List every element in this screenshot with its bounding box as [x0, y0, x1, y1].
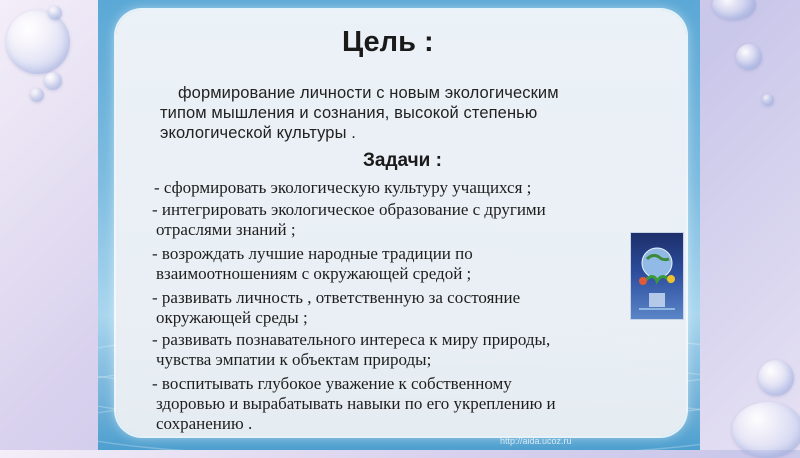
bubble-decoration: [712, 0, 756, 20]
bubble-decoration: [48, 6, 62, 20]
task-line: окружающей среды ;: [156, 308, 308, 327]
task-line: здоровью и вырабатывать навыки по его укреплению и: [156, 394, 556, 413]
goal-line: типом мышления и сознания, высокой степенью: [160, 104, 538, 122]
task-item: [154, 178, 674, 198]
slide-title: Цель :: [342, 26, 434, 58]
tasks-heading: Задачи :: [363, 150, 442, 171]
earth-ecology-image: [630, 232, 684, 320]
goal-line: экологической культуры .: [160, 124, 356, 142]
task-item: [152, 330, 672, 370]
task-item: [152, 200, 672, 240]
watermark-url: http://aida.ucoz.ru: [500, 436, 572, 446]
task-line: сохранению .: [156, 414, 253, 433]
globe-plant-icon: [631, 233, 683, 319]
bubble-decoration: [762, 94, 774, 106]
task-line: - интегрировать экологическое образование с другими: [152, 200, 546, 219]
bubble-decoration: [44, 72, 62, 90]
task-line: - возрождать лучшие народные традиции по: [152, 244, 473, 263]
task-line: - воспитывать глубокое уважение к собственному: [152, 374, 512, 393]
task-item: [152, 374, 672, 434]
task-line: отраслями знаний ;: [156, 220, 296, 239]
task-item: [152, 288, 672, 328]
task-line: чувства эмпатии к объектам природы;: [156, 350, 432, 369]
goal-text: [160, 83, 660, 143]
bubble-decoration: [30, 88, 44, 102]
task-line: - сформировать экологическую культуру учащихся ;: [154, 178, 532, 197]
task-line: - развивать познавательного интереса к миру природы,: [152, 330, 551, 349]
goal-line: формирование личности с новым экологическим: [178, 84, 559, 102]
bubble-decoration: [736, 44, 762, 70]
task-item: [152, 244, 672, 284]
task-line: - развивать личность , ответственную за состояние: [152, 288, 521, 307]
task-line: взаимоотношениям с окружающей средой ;: [156, 264, 472, 283]
bubble-decoration: [6, 10, 70, 74]
bubble-decoration: [758, 360, 794, 396]
